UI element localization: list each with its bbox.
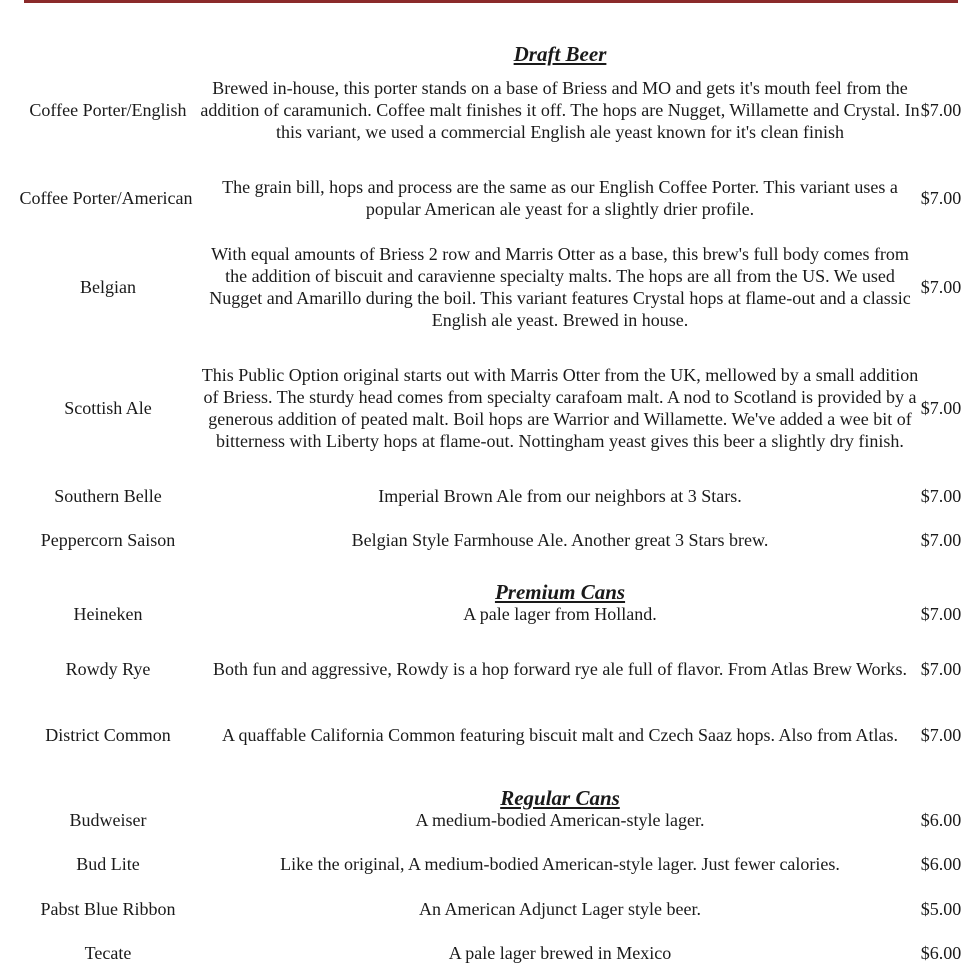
menu-row — [0, 176, 980, 220]
item-description: A medium-bodied American-style lager. — [415, 810, 705, 830]
item-name: District Common — [45, 725, 171, 745]
item-price: $7.00 — [920, 398, 962, 418]
item-price: $7.00 — [920, 530, 962, 550]
menu-row — [0, 713, 980, 757]
section-title-regular-cans: Regular Cans — [500, 786, 620, 810]
item-name: Southern Belle — [54, 486, 162, 506]
item-price: $6.00 — [920, 810, 962, 830]
item-price: $7.00 — [920, 659, 962, 679]
section-title-draft-beer: Draft Beer — [513, 42, 607, 66]
item-price: $7.00 — [920, 100, 962, 120]
item-name: Peppercorn Saison — [40, 530, 176, 550]
item-name: Coffee Porter/English — [29, 100, 187, 120]
item-description: The grain bill, hops and process are the same as our English Coffee Porter. This variant uses a popular American ale yeast for a slightly drier profile. — [222, 177, 898, 219]
item-price: $7.00 — [920, 725, 962, 745]
menu-row — [0, 529, 980, 551]
item-description: A pale lager brewed in Mexico — [448, 943, 672, 963]
menu-row — [0, 942, 980, 964]
item-name: Tecate — [84, 943, 132, 963]
top-rule — [24, 0, 958, 3]
item-description: A quaffable California Common featuring biscuit malt and Czech Saaz hops. Also from Atlas. — [221, 725, 899, 745]
item-description: Like the original, A medium-bodied American-style lager. Just fewer calories. — [280, 854, 840, 874]
item-name: Heineken — [73, 604, 143, 624]
menu-row — [0, 353, 980, 463]
menu-row — [0, 485, 980, 507]
section-title-premium-cans: Premium Cans — [494, 580, 626, 604]
menu-row — [0, 898, 980, 920]
item-price: $7.00 — [920, 188, 962, 208]
menu-row — [0, 809, 980, 831]
item-name: Belgian — [80, 277, 136, 297]
item-name: Scottish Ale — [64, 398, 152, 418]
item-name: Pabst Blue Ribbon — [40, 899, 176, 919]
item-description: Imperial Brown Ale from our neighbors at 3 Stars. — [378, 486, 742, 506]
item-name: Coffee Porter/American — [19, 188, 193, 208]
item-price: $6.00 — [920, 943, 962, 963]
item-price: $7.00 — [920, 277, 962, 297]
item-name: Budweiser — [69, 810, 147, 830]
item-description: Both fun and aggressive, Rowdy is a hop forward rye ale full of flavor. From Atlas Brew Works. — [212, 659, 908, 679]
item-price: $6.00 — [920, 854, 962, 874]
item-price: $7.00 — [920, 486, 962, 506]
item-description: With equal amounts of Briess 2 row and Marris Otter as a base, this brew's full body comes from the addition of biscuit and caravienne specialty malts. The hops are all from the US. We used Nugget and Amarillo during the boil. This variant features Crystal hops at flame-out and a classic English ale yeast. Brewed in house. — [209, 244, 911, 330]
menu-row — [0, 603, 980, 625]
item-name: Bud Lite — [76, 854, 140, 874]
item-price: $7.00 — [920, 604, 962, 624]
item-price: $5.00 — [920, 899, 962, 919]
menu-row — [0, 647, 980, 691]
item-description: An American Adjunct Lager style beer. — [419, 899, 701, 919]
item-description: Belgian Style Farmhouse Ale. Another great 3 Stars brew. — [351, 530, 769, 550]
menu-row — [0, 66, 980, 154]
item-description: A pale lager from Holland. — [463, 604, 657, 624]
menu-row — [0, 853, 980, 875]
item-description: Brewed in-house, this porter stands on a base of Briess and MO and gets it's mouth feel from the addition of caramunich. Coffee malt finishes it off. The hops are Nugget, Willamette and Crystal. In this variant, we used a commercial English ale yeast known for it's clean finish — [200, 78, 920, 142]
item-name: Rowdy Rye — [65, 659, 151, 679]
item-description: This Public Option original starts out with Marris Otter from the UK, mellowed by a small addition of Briess. The sturdy head comes from specialty carafoam malt. A nod to Scotland is provided by a generous addition of peated malt. Boil hops are Warrior and Willamette. We've added a wee bit of bitterness with Liberty hops at flame-out. Nottingham yeast gives this beer a slightly dry finish. — [201, 365, 919, 451]
menu-row — [0, 243, 980, 331]
